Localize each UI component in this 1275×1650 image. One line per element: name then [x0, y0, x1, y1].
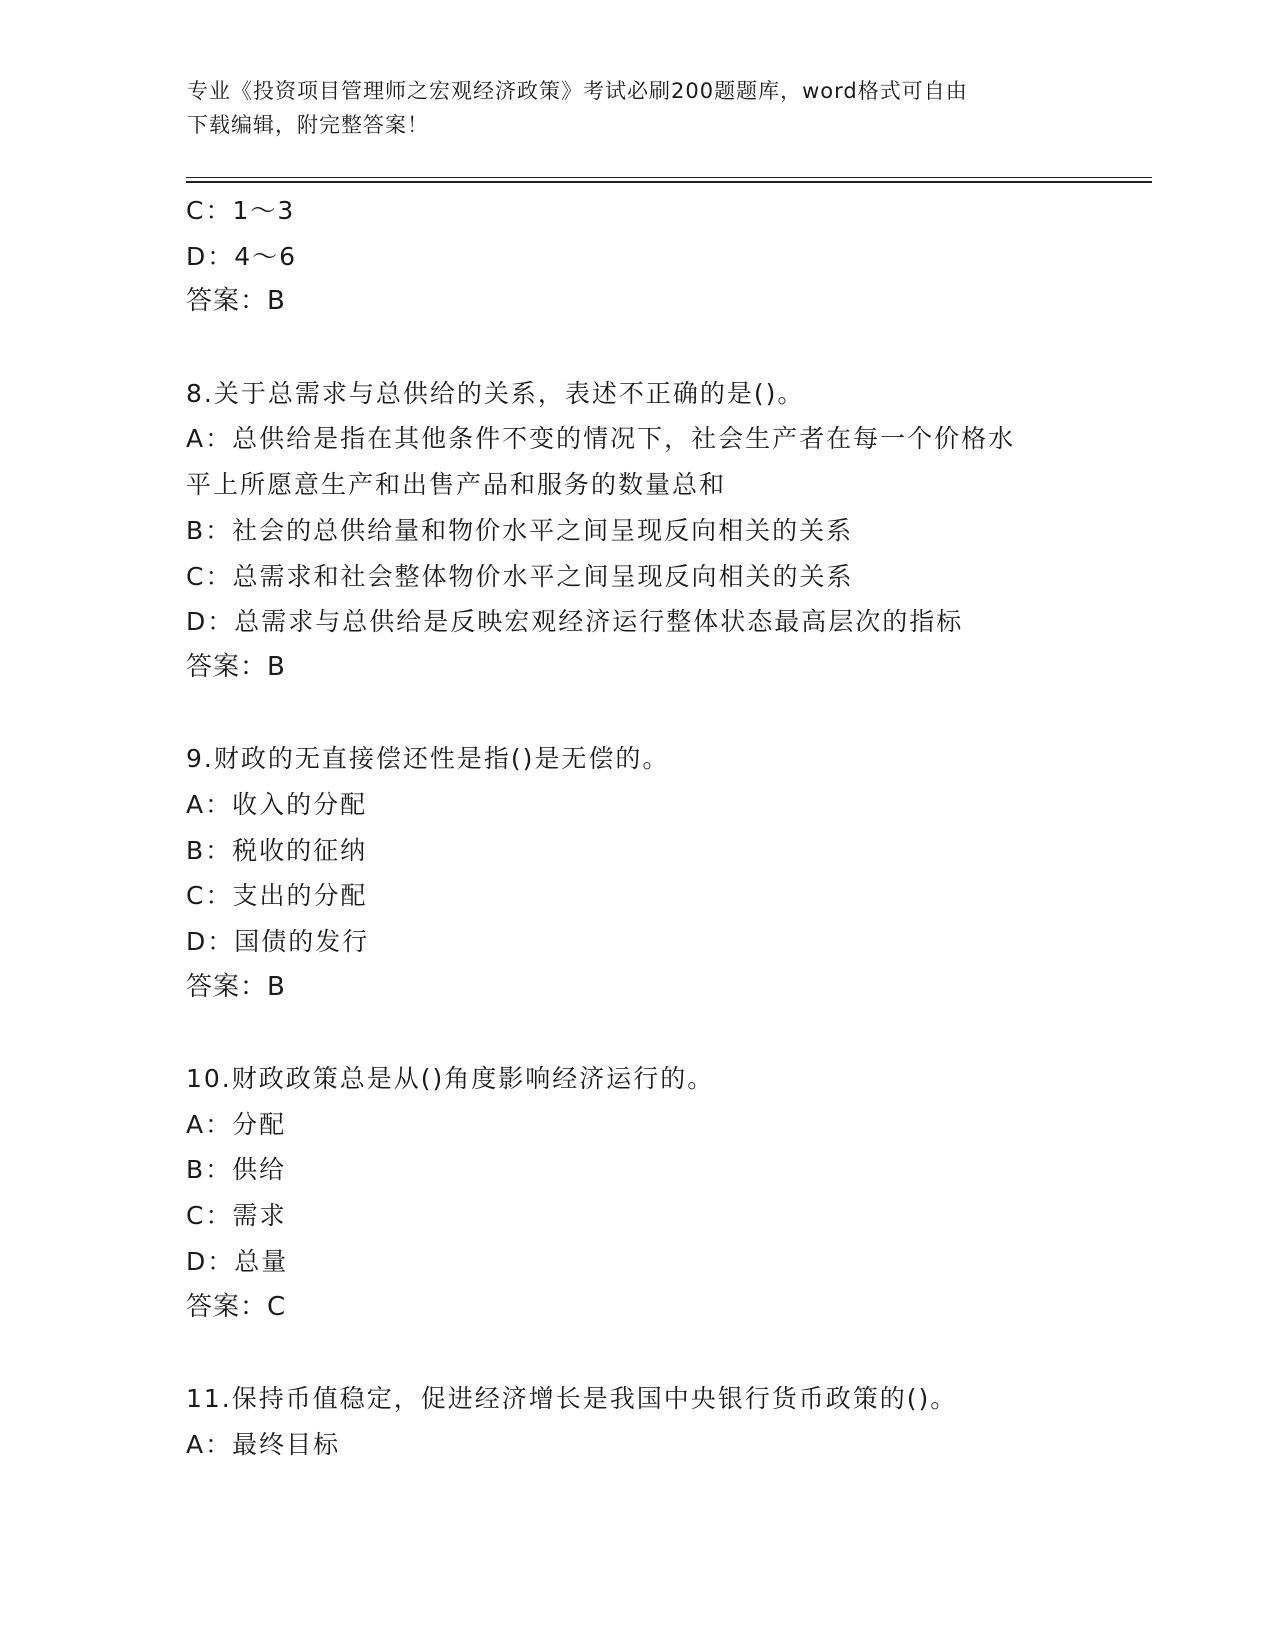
blank-line [186, 1330, 1086, 1376]
text-line: 8.关于总需求与总供给的关系，表述不正确的是()。 [186, 378, 805, 408]
text-line: 平上所愿意生产和出售产品和服务的数量总和 [186, 470, 727, 500]
text-line: A：总供给是指在其他条件不变的情况下，社会生产者在每一个价格水 [186, 424, 1016, 454]
document-header [187, 74, 1067, 142]
text-line: B：税收的征纳 [186, 835, 368, 865]
text-line: B：供给 [186, 1155, 287, 1185]
text-line: D：4～6 [186, 241, 298, 271]
text-line: 11.保持币值稳定，促进经济增长是我国中央银行货币政策的()。 [186, 1383, 958, 1413]
text-line: A：分配 [186, 1109, 287, 1139]
header-line-2: 下载编辑，附完整答案！ [187, 113, 429, 137]
header-line-1: 专业《投资项目管理师之宏观经济政策》考试必刷200题题库，word格式可自由 [187, 79, 968, 103]
text-line: C：需求 [186, 1201, 287, 1231]
text-line: B：社会的总供给量和物价水平之间呈现反向相关的关系 [186, 515, 854, 545]
blank-line [186, 325, 1086, 371]
answer-line: 答案：B [186, 286, 286, 317]
text-line: C：1～3 [186, 196, 296, 225]
text-line: A：收入的分配 [186, 789, 368, 819]
answer-line: 答案：B [186, 651, 286, 682]
text-line: A：最终目标 [186, 1429, 341, 1459]
text-line: D：国债的发行 [186, 927, 370, 956]
header-divider-thin [186, 177, 1152, 178]
blank-line [186, 1010, 1086, 1056]
text-line: C：总需求和社会整体物价水平之间呈现反向相关的关系 [186, 561, 854, 591]
answer-line: 答案：C [186, 1291, 287, 1322]
header-divider-thick [186, 181, 1152, 183]
blank-line [186, 691, 1086, 737]
text-line: D：总需求与总供给是反映宏观经济运行整体状态最高层次的指标 [186, 607, 964, 637]
answer-line: 答案：B [186, 971, 286, 1002]
document-body [186, 188, 1086, 1467]
text-line: D：总量 [186, 1246, 289, 1276]
text-line: C：支出的分配 [186, 881, 368, 911]
text-line: 9.财政的无直接偿还性是指()是无偿的。 [186, 744, 670, 774]
text-line: 10.财政政策总是从()角度影响经济运行的。 [186, 1064, 715, 1094]
